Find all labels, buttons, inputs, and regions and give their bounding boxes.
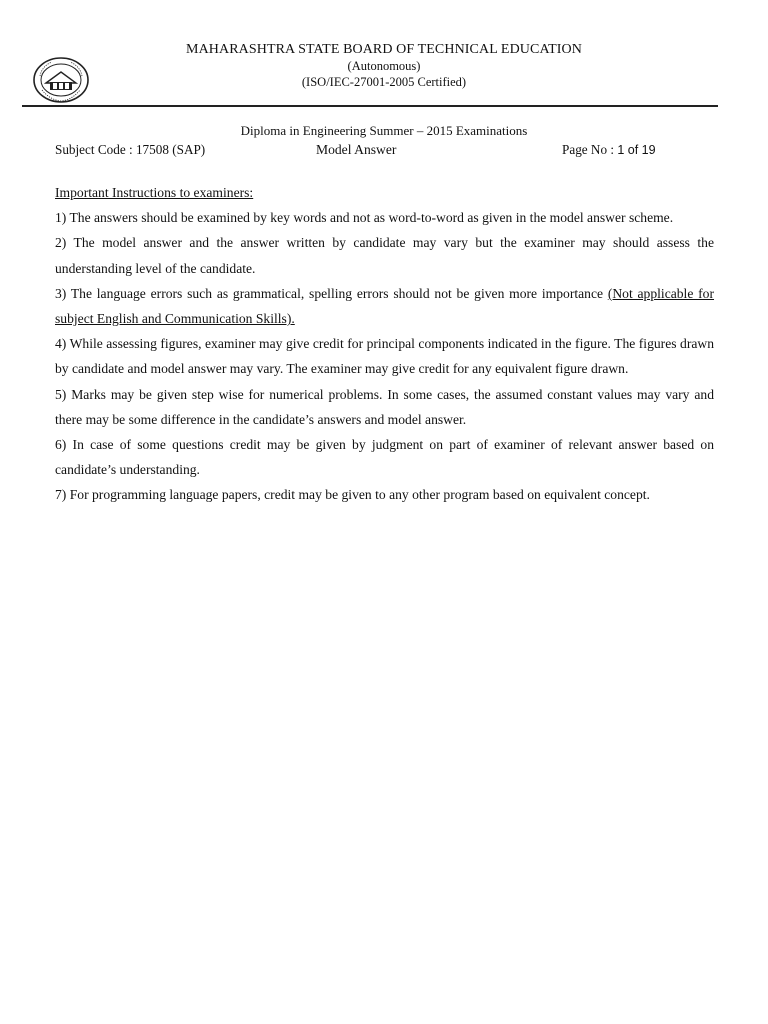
instruction-item-4: 4) While assessing figures, examiner may give credit for principal components indicated in the figure. The figures drawn by candidate and model answer may vary. The examiner may give credit for any equivalent figure drawn. — [55, 336, 714, 377]
exam-title: Diploma in Engineering Summer – 2015 Examinations — [240, 123, 528, 138]
instruction-item-3 — [55, 281, 714, 331]
page-count: 1 of 19 — [617, 143, 656, 157]
instructions-section — [55, 180, 714, 508]
instruction-item-1: 1) The answers should be examined by key words and not as word-to-word as given in the model answer scheme. — [55, 210, 674, 226]
instruction-item-6: 6) In case of some questions credit may be given by judgment on part of examiner of relevant answer based on candidate’s understanding. — [55, 437, 714, 478]
instruction-item-5: 5) Marks may be given step wise for numerical problems. In some cases, the assumed constant values may vary and there may be some difference in the candidate’s answers and model answer. — [55, 386, 714, 427]
page-label: Page No : — [562, 142, 618, 157]
board-title: MAHARASHTRA STATE BOARD OF TECHNICAL EDUCATION — [186, 42, 582, 57]
instructions-heading: Important Instructions to examiners: — [55, 185, 254, 200]
instruction-item-7: 7) For programming language papers, credit may be given to any other program based on equivalent concept. — [55, 487, 650, 503]
instruction-item-3-text: 3) The language errors such as grammatical, spelling errors should not be given more importance — [55, 285, 608, 301]
board-subtitle: (Autonomous) — [347, 59, 421, 73]
instruction-item-2: 2) The model answer and the answer written by candidate may vary but the examiner may should assess the understanding level of the candidate. — [55, 235, 714, 276]
instruction-item-3-note: (Not applicable for subject English and Communication Skills). — [55, 285, 715, 327]
board-certification: (ISO/IEC-27001-2005 Certified) — [301, 75, 467, 89]
header-divider — [22, 105, 718, 107]
model-answer-label: Model Answer — [316, 142, 397, 157]
subject-code: Subject Code : 17508 (SAP) — [55, 142, 206, 157]
page-number — [562, 142, 656, 158]
